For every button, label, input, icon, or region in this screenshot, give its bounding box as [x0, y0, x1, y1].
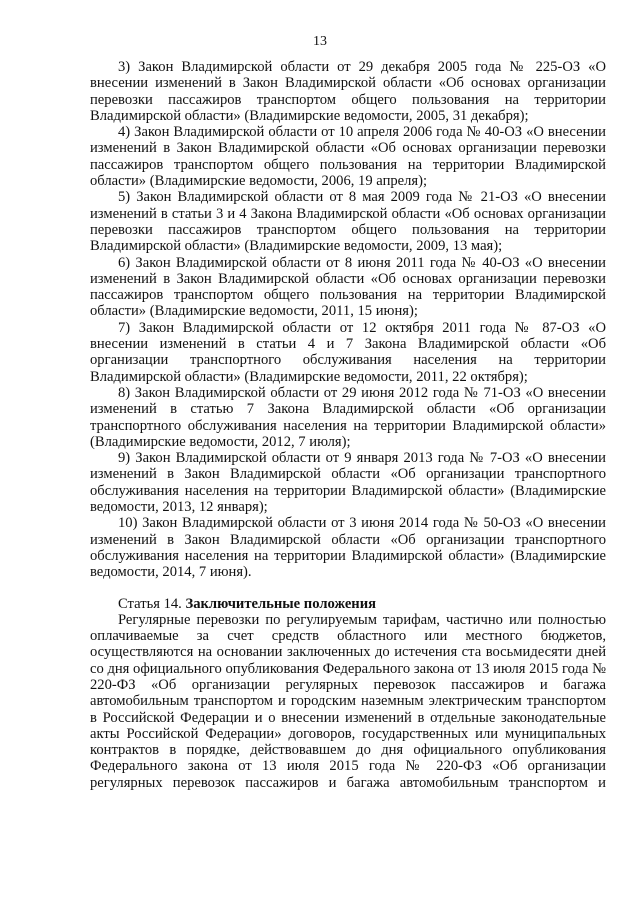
article-title: Заключительные положения [185, 595, 377, 612]
list-item-9: 9) Закон Владимирской области от 9 января 2013 года № 7-ОЗ «О внесении изменений в Закон Владимирской области «Об организации транспортного обслуживания населения на территории Владимирской области» (Владимирские ведомости, 2013, 12 января); [90, 450, 606, 516]
article-paragraph: Регулярные перевозки по регулируемым тарифам, частично или полностью оплачиваемые за счет средств областного или местного бюджетов, осуществляются на основании заключенных до истечения ста восьмидесяти дней со дня официального опубликования Федерального закона от 13 июля 2015 года № 220-ФЗ «Об организации регулярных перевозок пассажиров и багажа автомобильным транспортом и городским наземным электрическим транспортом в Российской Федерации и о внесении изменений в отдельные законодательные акты Российской Федерации» договоров, государственных или муниципальных контрактов в порядке, действовавшем до дня официального опубликования Федерального закона от 13 июля 2015 года № 220-ФЗ «Об организации регулярных перевозок пассажиров и багажа автомобильным транспортом и [90, 611, 606, 791]
list-item-10: 10) Закон Владимирской области от 3 июня 2014 года № 50-ОЗ «О внесении изменений в Закон Владимирской области «Об организации транспортного обслуживания населения на территории Владимирской области» (Владимирские ведомости, 2014, 7 июня). [90, 515, 606, 581]
list-item-3: 3) Закон Владимирской области от 29 декабря 2005 года № 225-ОЗ «О внесении изменений в Закон Владимирской области «Об основах организации перевозки пассажиров транспортом общего пользования на территории Владимирской области» (Владимирские ведомости, 2005, 31 декабря); [90, 59, 606, 124]
list-item-8: 8) Закон Владимирской области от 29 июня 2012 года № 71-ОЗ «О внесении изменений в статью 7 Закона Владимирской области «Об организации транспортного обслуживания населения на территории Владимирской области» (Владимирские ведомости, 2012, 7 июля); [90, 384, 606, 450]
page-number: 13 [313, 34, 327, 49]
list-item-5: 5) Закон Владимирской области от 8 мая 2009 года № 21-ОЗ «О внесении изменений в статьи 3 и 4 Закона Владимирской области «Об основах организации перевозки пассажиров транспортом общего пользования на территории Владимирской области» (Владимирские ведомости, 2009, 13 мая); [90, 189, 606, 255]
list-item-4: 4) Закон Владимирской области от 10 апреля 2006 года № 40-ОЗ «О внесении изменений в Закон Владимирской области «Об основах организации перевозки пассажиров транспортом общего пользования на территории Владимирской области» (Владимирские ведомости, 2006, 19 апреля); [90, 124, 606, 190]
list-item-7: 7) Закон Владимирской области от 12 октября 2011 года № 87-ОЗ «О внесении изменений в статьи 4 и 7 Закона Владимирской области «Об организации транспортного обслуживания населения на территории Владимирской области» (Владимирские ведомости, 2011, 22 октября); [90, 319, 606, 385]
document-body [90, 59, 606, 791]
list-item-6: 6) Закон Владимирской области от 8 июня 2011 года № 40-ОЗ «О внесении изменений в Закон Владимирской области «Об основах организации перевозки пассажиров транспортом общего пользования на территории Владимирской области» (Владимирские ведомости, 2011, 15 июня); [90, 254, 606, 320]
article-heading [90, 596, 606, 612]
article-number: Статья 14. [118, 595, 182, 612]
